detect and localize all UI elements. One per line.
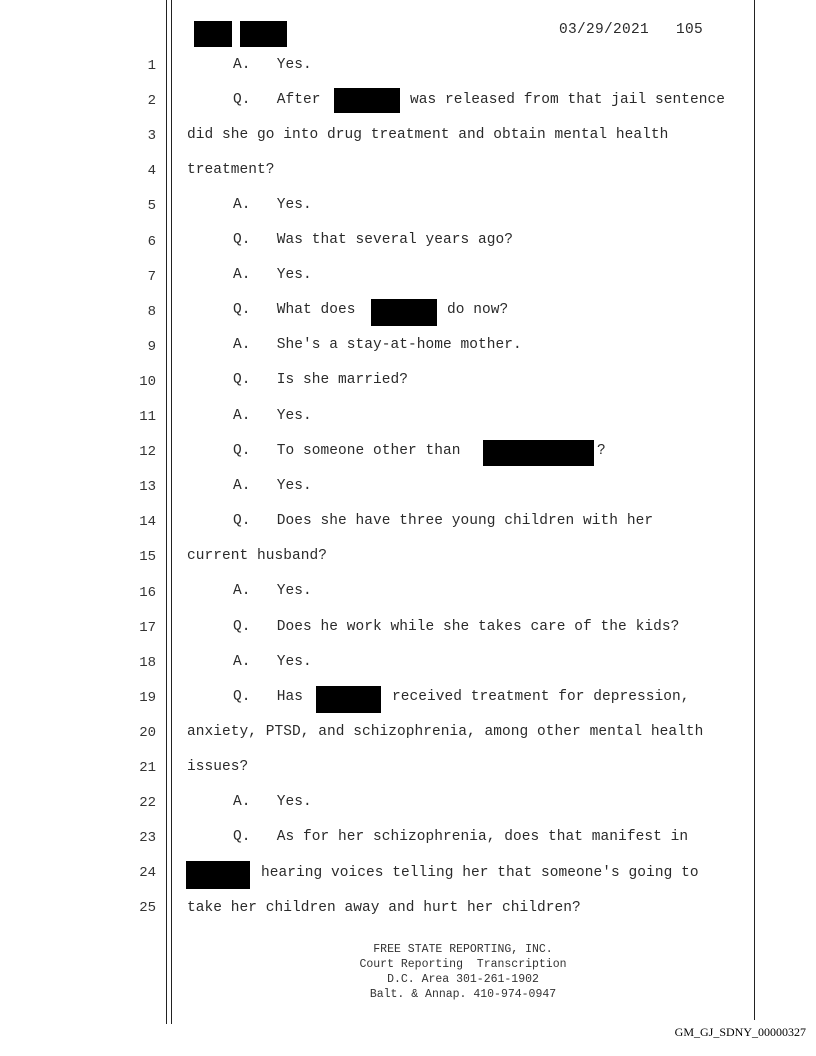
line-8-text-a: Q. What does [233,302,356,318]
line-number: 3 [147,128,156,145]
line-2-text-b: was released from that jail sentence [410,92,726,108]
reporter-footer [300,942,626,1002]
line-19-text-b: received treatment for depression, [392,689,690,705]
line-3-text: did she go into drug treatment and obtain mental health [187,127,669,143]
line-19-redaction [316,686,381,713]
line-number: 10 [139,373,156,390]
line-number: 6 [147,233,156,250]
line-22-text: A. Yes. [233,794,312,810]
line-number: 4 [147,163,156,180]
line-number: 8 [147,303,156,320]
footer-balt-phone: Balt. & Annap. 410-974-0947 [369,988,557,1001]
line-number: 1 [147,58,156,74]
line-24-text: hearing voices telling her that someone's going to [261,865,699,881]
line-number: 15 [139,549,156,566]
line-4-text: treatment? [187,162,275,178]
line-12-text-b: ? [597,443,606,459]
line-number: 13 [139,479,156,496]
line-18-text: A. Yes. [233,654,312,670]
line-number: 17 [139,619,156,636]
line-number: 2 [147,93,156,110]
line-12-text-a: Q. To someone other than [233,443,461,459]
line-6-text: Q. Was that several years ago? [233,232,514,248]
line-number: 23 [139,830,156,847]
left-margin-rule-outer [166,0,167,1024]
line-number: 20 [139,724,156,741]
line-10-text: Q. Is she married? [233,372,409,388]
line-8-text-b: do now? [447,302,509,318]
line-5-text: A. Yes. [233,197,312,213]
left-margin-rule-inner [171,0,172,1024]
line-20-text: anxiety, PTSD, and schizophrenia, among other mental health [187,724,704,740]
footer-service: Court Reporting Transcription [359,958,567,971]
header-date: 03/29/2021 [559,22,650,38]
line-19-text-a: Q. Has [233,689,304,705]
line-number: 16 [139,584,156,601]
line-7-text: A. Yes. [233,267,312,283]
line-number: 5 [147,198,156,215]
line-number: 21 [139,760,156,776]
line-number: 12 [139,444,156,461]
footer-company: FREE STATE REPORTING, INC. [373,943,553,956]
line-25-text: take her children away and hurt her children? [187,900,581,916]
line-21-text: issues? [187,759,249,775]
line-2-text-a: Q. After [233,92,321,108]
line-15-text: current husband? [187,548,328,564]
header-page-number: 105 [676,22,704,38]
line-number: 9 [147,338,156,355]
line-number: 14 [139,514,156,531]
line-13-text: A. Yes. [233,478,312,494]
footer-dc-phone: D.C. Area 301-261-1902 [387,973,539,986]
line-1-text: A. Yes. [233,57,312,73]
line-number: 7 [147,268,156,285]
line-23-text: Q. As for her schizophrenia, does that manifest in [233,829,689,845]
line-number: 11 [139,409,156,425]
line-17-text: Q. Does he work while she takes care of the kids? [233,619,680,635]
line-9-text: A. She's a stay-at-home mother. [233,337,522,353]
right-margin-rule [754,0,755,1020]
line-number: 25 [139,900,156,917]
line-16-text: A. Yes. [233,583,312,599]
line-11-text: A. Yes. [233,408,312,424]
bates-number: GM_GJ_SDNY_00000327 [674,1025,806,1039]
header-redaction-2 [240,21,287,47]
line-8-redaction [371,299,437,326]
line-number: 22 [139,795,156,812]
line-12-redaction [483,440,594,466]
line-number: 18 [139,654,156,671]
line-24-redaction [186,861,250,889]
header-date-page [559,22,703,38]
line-14-text: Q. Does she have three young children with her [233,513,654,529]
header-redaction-1 [194,21,232,47]
line-number: 19 [139,689,156,706]
line-2-redaction [334,88,400,113]
line-number: 24 [139,865,156,882]
